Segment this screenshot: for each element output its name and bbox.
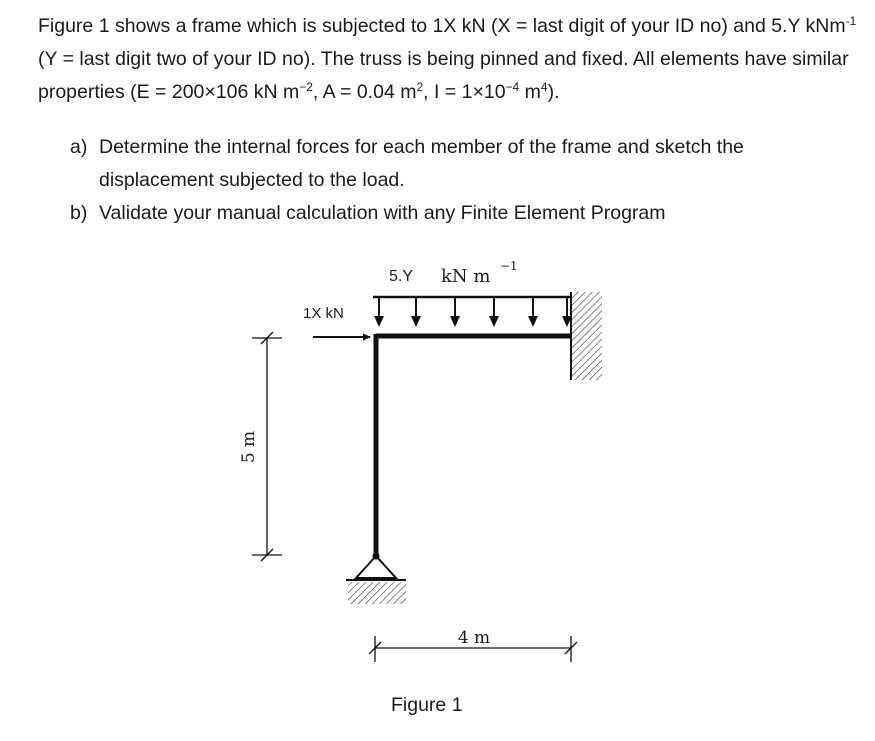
udl-arrow [489,298,499,327]
udl-label [389,259,518,287]
udl-arrow [450,298,460,327]
udl-unit-exponent: −1 [500,259,518,273]
task-marker: a) [70,136,88,158]
problem-statement: Figure 1 shows a frame which is subjected to 1X kN (X = last digit of your ID no) and 5.Y kNm$^{-1}$ (Y = last digit two of your ID no). The truss is being pinned and fixed. All elements have similar properties (E = 200×106 kN $m^{-2}$, A = 0.04 $m^2$, $I = 1\times 10^{-4}$ $m^4$). [38,14,857,103]
task-text: Determine the internal forces for each member of the frame and sketch the displacement subjected to the load. [99,136,744,191]
udl-load [373,297,572,327]
span-dimension-label: 4 m [457,628,491,648]
figure-caption: Figure 1 [391,694,463,716]
point-load-label: 1X kN [303,305,344,322]
udl-variable-label: 5.Y [389,268,414,285]
height-dimension-label: 5 m [239,430,259,464]
udl-arrow [411,298,421,327]
pinned-support [346,553,406,605]
point-load [303,305,370,337]
udl-arrow [528,298,538,327]
udl-unit-label: kN m [441,266,491,287]
height-dimension [239,332,282,561]
fixed-support [571,292,602,380]
udl-arrow [374,298,384,327]
task-text: Validate your manual calculation with any Finite Element Program [99,202,666,224]
task-marker: b) [70,202,88,224]
span-dimension [369,628,577,662]
